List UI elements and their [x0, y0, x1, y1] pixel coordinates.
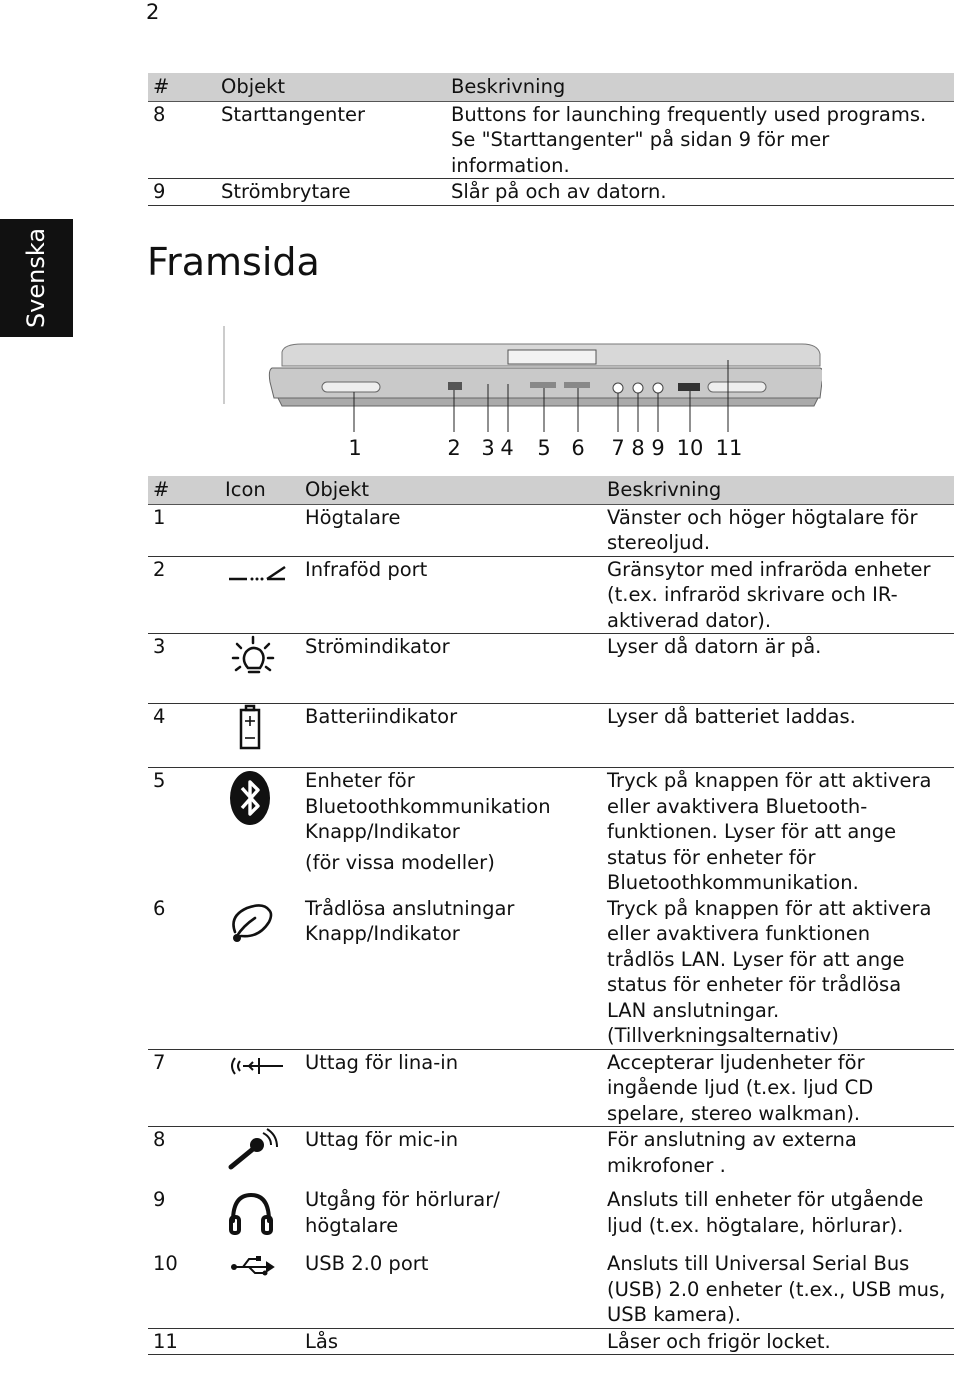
object-line: Trådlösa anslutningar — [305, 896, 515, 920]
callout-number: 11 — [715, 436, 743, 460]
row-object — [305, 1328, 607, 1355]
header-icon: Icon — [225, 476, 305, 504]
row-description — [607, 1251, 954, 1328]
row-description — [607, 1187, 954, 1251]
header-num: # — [148, 476, 225, 504]
row-description — [607, 1049, 954, 1127]
description-line: Vänster och höger högtalare för — [607, 505, 918, 529]
callout-number: 9 — [651, 436, 665, 460]
row-num: 11 — [153, 1329, 178, 1353]
row-num: 5 — [153, 769, 166, 792]
row-num: 6 — [153, 896, 166, 920]
row-num: 7 — [153, 1050, 166, 1074]
section-heading: Framsida — [147, 240, 320, 284]
table-row — [148, 1328, 954, 1355]
row-num: 8 — [153, 102, 166, 126]
headphones-icon — [225, 1187, 305, 1251]
table-row — [148, 1187, 954, 1251]
table-row — [148, 634, 954, 704]
front-table-header — [148, 476, 954, 504]
description-line: aktiverad dator). — [607, 608, 772, 632]
row-object — [305, 704, 607, 768]
row-object — [305, 556, 607, 634]
row-description — [607, 896, 954, 1050]
callout-number: 10 — [676, 436, 704, 460]
table-row — [148, 704, 954, 768]
description-line: LAN anslutningar. — [607, 998, 780, 1022]
callout-number: 8 — [631, 436, 645, 460]
table-row — [148, 179, 954, 206]
description-line: stereoljud. — [607, 531, 711, 554]
row-object — [305, 634, 607, 704]
object-line: Knapp/Indikator — [305, 922, 460, 945]
callout-number: 1 — [348, 436, 362, 460]
row-object — [305, 1127, 607, 1188]
row-description — [607, 1328, 954, 1355]
side-tab-label: Svenska — [22, 227, 50, 329]
description-line: Tryck på knappen för att aktivera — [607, 896, 932, 920]
description-line: Lyser då datorn är på. — [607, 635, 822, 658]
callout-number: 6 — [571, 436, 585, 460]
row-object: Strömbrytare — [221, 180, 351, 203]
object-line: USB 2.0 port — [305, 1252, 429, 1275]
header-description: Beskrivning — [607, 476, 954, 504]
row-description — [451, 179, 954, 206]
row-num: 2 — [153, 557, 166, 581]
infrared-icon — [225, 556, 305, 634]
description-line: Gränsytor med infraröda enheter — [607, 557, 931, 581]
table-row — [148, 1251, 954, 1328]
language-side-tab — [0, 219, 73, 337]
description-line: Accepterar ljudenheter för — [607, 1050, 865, 1074]
row-icon — [225, 1328, 305, 1355]
callout-number: 5 — [537, 436, 551, 460]
description-line: status för enheter för trådlösa — [607, 973, 902, 996]
table-row — [148, 768, 954, 896]
header-object: Objekt — [305, 476, 607, 504]
top-table-header — [148, 73, 954, 101]
row-num: 4 — [153, 705, 166, 728]
row-object: Starttangenter — [221, 102, 365, 126]
object-line: Uttag för mic-in — [305, 1128, 459, 1151]
description-line: eller avaktivera Bluetooth- — [607, 794, 868, 818]
row-description — [607, 768, 954, 896]
table-row — [148, 504, 954, 556]
table-row — [148, 1049, 954, 1127]
description-line: ingående ljud (t.ex. ljud CD — [607, 1076, 874, 1099]
description-line: Buttons for launching frequently used programs. — [451, 102, 927, 126]
table-row — [148, 1127, 954, 1188]
bluetooth-icon — [225, 768, 305, 896]
description-line: status för enheter för — [607, 845, 816, 869]
front-table — [148, 476, 954, 1355]
top-table — [148, 73, 954, 206]
battery-icon — [225, 704, 305, 768]
callout-number: 4 — [500, 436, 514, 460]
description-line: USB kamera). — [607, 1303, 741, 1326]
header-description: Beskrivning — [451, 73, 954, 101]
description-line: Lyser då batteriet laddas. — [607, 705, 856, 728]
callout-number: 7 — [611, 436, 625, 460]
wireless-icon — [225, 896, 305, 1050]
description-line: spelare, stereo walkman). — [607, 1101, 861, 1125]
callout-number: 2 — [447, 436, 461, 460]
row-num: 9 — [153, 180, 166, 203]
row-description — [607, 556, 954, 634]
usb-icon — [225, 1251, 305, 1328]
row-icon — [225, 504, 305, 556]
description-line: eller avaktivera funktionen — [607, 922, 871, 945]
row-description — [607, 1127, 954, 1188]
description-line: (t.ex. infraröd skrivare och IR- — [607, 583, 898, 606]
object-line: (för vissa modeller) — [305, 850, 495, 874]
description-line: Tryck på knappen för att aktivera — [607, 769, 932, 792]
object-line: Lås — [305, 1329, 338, 1353]
description-line: Se "Starttangenter" på sidan 9 för mer — [451, 128, 830, 151]
object-line: Bluetoothkommunikation — [305, 794, 551, 818]
description-line: Låser och frigör locket. — [607, 1329, 831, 1353]
object-line: Infraföd port — [305, 557, 428, 581]
table-row — [148, 101, 954, 179]
table-row — [148, 556, 954, 634]
description-line: Ansluts till enheter för utgående — [607, 1188, 924, 1211]
row-num: 10 — [153, 1252, 178, 1275]
row-object — [305, 1049, 607, 1127]
callout-number: 3 — [481, 436, 495, 460]
description-line: (USB) 2.0 enheter (t.ex., USB mus, — [607, 1277, 946, 1301]
header-object: Objekt — [221, 73, 451, 101]
header-num: # — [148, 73, 221, 101]
page-number: 2 — [146, 0, 160, 24]
row-description — [607, 634, 954, 704]
power-indicator-icon — [225, 634, 305, 704]
description-line: Slår på och av datorn. — [451, 180, 667, 203]
description-line: För anslutning av externa — [607, 1128, 857, 1151]
row-object — [305, 504, 607, 556]
description-line: mikrofoner . — [607, 1153, 726, 1177]
object-line: Utgång för hörlurar/ — [305, 1188, 500, 1211]
description-line: information. — [451, 153, 570, 177]
row-description — [451, 101, 954, 179]
object-line: Batteriindikator — [305, 705, 458, 728]
description-line: trådlös LAN. Lyser för att ange — [607, 947, 905, 971]
object-line: Knapp/Indikator — [305, 820, 460, 843]
object-line: högtalare — [305, 1213, 399, 1237]
object-line: Enheter för — [305, 769, 415, 792]
row-num: 1 — [153, 505, 166, 529]
object-line: Uttag för lina-in — [305, 1050, 459, 1074]
object-line: Högtalare — [305, 505, 401, 529]
description-line: (Tillverkningsalternativ) — [607, 1024, 839, 1047]
description-line: funktionen. Lyser för att ange — [607, 820, 897, 843]
microphone-icon — [225, 1127, 305, 1188]
row-object — [305, 768, 607, 896]
row-num: 8 — [153, 1128, 166, 1151]
object-line: Strömindikator — [305, 635, 450, 658]
row-object — [305, 1187, 607, 1251]
description-line: Bluetoothkommunikation. — [607, 871, 859, 894]
table-row — [148, 896, 954, 1050]
row-num: 9 — [153, 1188, 166, 1211]
row-description — [607, 504, 954, 556]
laptop-front-illustration — [222, 322, 822, 434]
row-description — [607, 704, 954, 768]
row-object — [305, 896, 607, 1050]
description-line: Ansluts till Universal Serial Bus — [607, 1252, 910, 1275]
line-in-icon — [225, 1049, 305, 1127]
row-object — [305, 1251, 607, 1328]
row-num: 3 — [153, 635, 166, 658]
description-line: ljud (t.ex. högtalare, hörlurar). — [607, 1213, 904, 1237]
